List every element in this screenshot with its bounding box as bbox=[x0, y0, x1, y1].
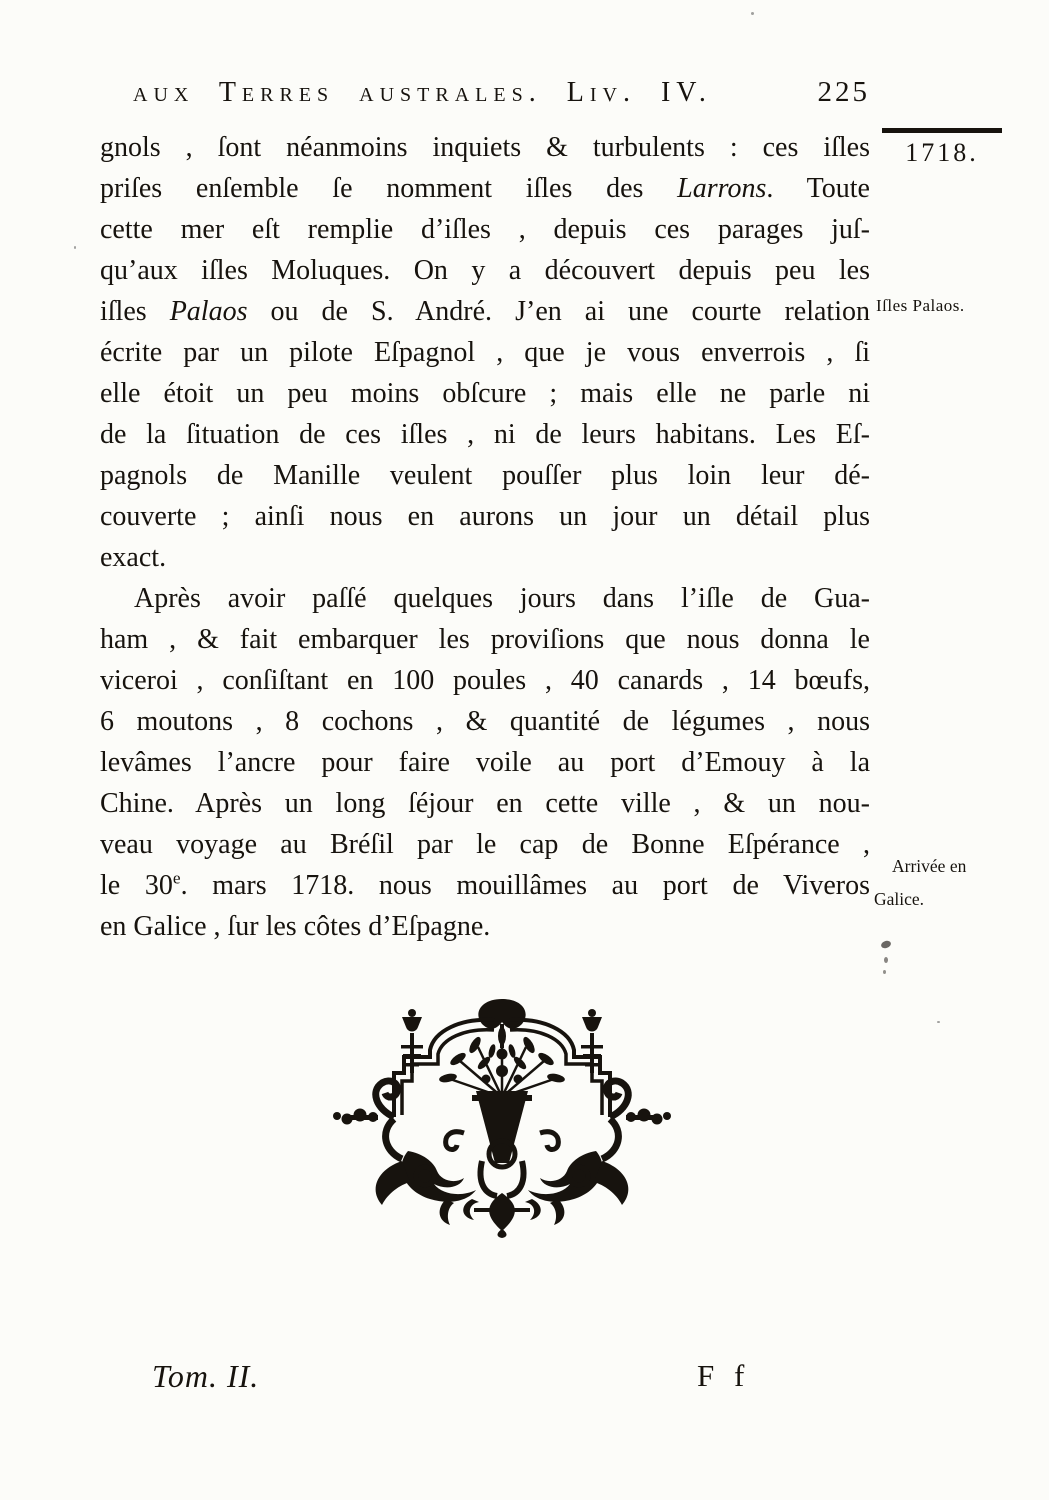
body-line-segment: 6 moutons , 8 cochons , & quantité de légumes , nous bbox=[100, 706, 870, 737]
body-line-italic-segment: Larrons bbox=[677, 173, 767, 204]
body-line bbox=[100, 578, 870, 619]
margin-note-arrival-line1: Arrivée en bbox=[892, 856, 967, 876]
footer-volume-label: Tom. II. bbox=[152, 1358, 260, 1394]
body-line bbox=[100, 660, 870, 701]
margin-rule bbox=[882, 128, 1002, 133]
body-line bbox=[100, 291, 870, 332]
body-line bbox=[100, 250, 870, 291]
body-line-segment: priſes enſemble ſe nomment iſles des bbox=[100, 173, 678, 204]
body-line bbox=[100, 619, 870, 660]
body-line bbox=[100, 496, 870, 537]
body-line bbox=[100, 373, 870, 414]
body-line-segment: viceroi , conſiſtant en 100 poules , 40 canards , 14 bœufs, bbox=[100, 665, 870, 696]
body-line-segment: ou de S. André. J’en ai une courte relation bbox=[247, 296, 870, 327]
body-line bbox=[100, 865, 870, 906]
body-line-italic-segment: Palaos bbox=[169, 296, 248, 327]
scan-speck bbox=[751, 12, 754, 15]
margin-note-arrival-line2: Galice. bbox=[874, 889, 925, 909]
body-line bbox=[100, 332, 870, 373]
body-line-segment: e bbox=[172, 868, 181, 888]
body-line-segment: iſles bbox=[100, 296, 170, 327]
body-line bbox=[100, 414, 870, 455]
body-line bbox=[100, 127, 870, 168]
body-line-segment: Après avoir paſſé quelques jours dans l’iſle de Gua- bbox=[134, 583, 870, 614]
body-line-segment: . Toute bbox=[766, 173, 870, 204]
body-line bbox=[100, 209, 870, 250]
body-line bbox=[100, 455, 870, 496]
body-line-segment: veau voyage au Bréſil par le cap de Bonne Eſpérance , bbox=[100, 829, 870, 860]
scan-speck bbox=[937, 1021, 940, 1023]
body-line-segment: de la ſituation de ces iſles , ni de leurs habitans. Les Eſ- bbox=[100, 419, 870, 450]
margin-note-arrival bbox=[874, 850, 1024, 916]
body-line-segment: exact. bbox=[100, 542, 167, 573]
page-number: 225 bbox=[817, 76, 870, 108]
body-line-segment: en Galice , ſur les côtes d’Eſpagne. bbox=[100, 911, 491, 942]
body-line bbox=[100, 537, 870, 578]
ink-smudge bbox=[880, 940, 892, 950]
body-line-segment: écrite par un pilote Eſpagnol , que je vous enverrois , ſi bbox=[100, 337, 870, 368]
body-line bbox=[100, 906, 870, 947]
body-line bbox=[100, 701, 870, 742]
margin-note-isles-palaos: Iſles Palaos. bbox=[876, 296, 965, 315]
body-line-segment: couverte ; ainſi nous en aurons un jour un détail plus bbox=[100, 501, 870, 532]
header-title: aux Terres australes. Liv. IV. bbox=[133, 77, 712, 108]
margin-year-label: 1718. bbox=[905, 138, 979, 167]
body-line-segment: elle étoit un peu moins obſcure ; mais elle ne parle ni bbox=[100, 378, 870, 409]
body-line-segment: cette mer eſt remplie d’iſles , depuis ces parages juſ- bbox=[100, 214, 870, 245]
body-line bbox=[100, 824, 870, 865]
footer-signature-mark: F f bbox=[697, 1358, 751, 1393]
scan-speck bbox=[74, 246, 76, 249]
body-line-segment: levâmes l’ancre pour faire voile au port d’Emouy à la bbox=[100, 747, 870, 778]
body-line-segment: le 30 bbox=[100, 870, 173, 901]
body-line-segment: gnols , ſont néanmoins inquiets & turbulents : ces iſles bbox=[100, 132, 870, 163]
body-line-segment: pagnols de Manille veulent pouſſer plus loin leur dé- bbox=[100, 460, 870, 491]
body-line bbox=[100, 168, 870, 209]
body-text bbox=[100, 127, 870, 947]
ink-smudge bbox=[883, 970, 886, 974]
body-line bbox=[100, 783, 870, 824]
margin-year-note bbox=[882, 128, 1002, 168]
body-line-segment: qu’aux iſles Moluques. On y a découvert depuis peu les bbox=[100, 255, 870, 286]
body-line-segment: ham , & fait embarquer les proviſions que nous donna le bbox=[100, 624, 870, 655]
body-line-segment: . mars 1718. nous mouillâmes au port de Viveros bbox=[180, 870, 870, 901]
body-line-segment: Chine. Après un long ſéjour en cette ville , & un nou- bbox=[100, 788, 870, 819]
ink-smudge bbox=[884, 957, 888, 963]
fleuron-ornament bbox=[332, 993, 672, 1238]
running-header bbox=[133, 76, 870, 109]
body-line bbox=[100, 742, 870, 783]
